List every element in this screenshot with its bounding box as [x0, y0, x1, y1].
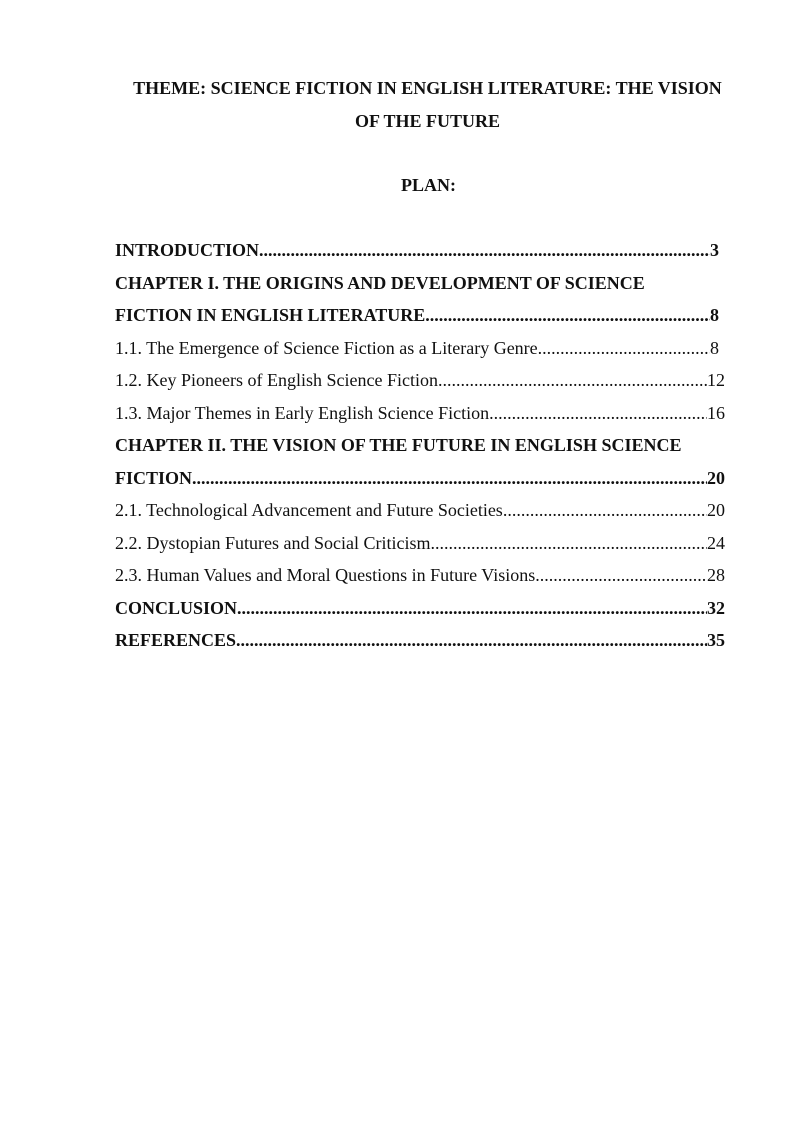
- toc-entry-title: INTRODUCTION: [115, 240, 260, 260]
- toc-page-number: 12: [707, 370, 725, 390]
- toc-entry-title: 1.2. Key Pioneers of English Science Fiction: [115, 370, 438, 390]
- toc-entry-title: REFERENCES: [115, 630, 237, 650]
- toc-entry-references: [115, 624, 725, 657]
- toc-entry-chapter-2: [115, 429, 725, 494]
- toc-page-number: 35: [707, 630, 725, 650]
- toc-entry-title: 2.3. Human Values and Moral Questions in Future Visions: [115, 565, 536, 585]
- toc-entry-section-2-1: [115, 494, 725, 527]
- dot-leader: [192, 462, 707, 495]
- toc-entry-title: 2.2. Dystopian Futures and Social Criticism: [115, 532, 431, 553]
- dot-leader: [259, 234, 710, 267]
- toc-entry-introduction: [115, 234, 725, 267]
- toc-page-number: 24: [707, 532, 725, 553]
- toc-entry-title: CONCLUSION: [115, 597, 238, 618]
- title-line-2: OF THE FUTURE: [354, 110, 501, 131]
- plan-heading: PLAN:: [401, 175, 456, 195]
- table-of-contents: [115, 234, 725, 657]
- toc-entry-conclusion: [115, 592, 725, 625]
- toc-entry-title: 1.1. The Emergence of Science Fiction as a Literary Genre: [115, 337, 538, 358]
- toc-entry-title: CHAPTER I. THE ORIGINS AND DEVELOPMENT OF SCIENCE: [115, 272, 645, 293]
- toc-entry-section-1-2: [115, 364, 725, 397]
- toc-page-number: 28: [707, 565, 725, 585]
- dot-leader: [535, 559, 707, 592]
- dot-leader: [538, 332, 710, 365]
- toc-entry-section-2-2: [115, 527, 725, 560]
- dot-leader: [503, 494, 707, 527]
- toc-entry-chapter-1: [115, 267, 725, 332]
- toc-page-number: 20: [707, 467, 725, 488]
- toc-entry-title-continued: FICTION IN ENGLISH LITERATURE: [115, 305, 426, 325]
- toc-page-number: 32: [707, 597, 725, 618]
- toc-entry-title: 1.3. Major Themes in Early English Science Fiction: [115, 402, 490, 423]
- toc-page-number: 8: [710, 337, 719, 358]
- dot-leader: [438, 364, 707, 397]
- toc-entry-title-continued: FICTION: [115, 467, 193, 488]
- document-title: [110, 72, 745, 137]
- dot-leader: [489, 397, 707, 430]
- toc-page-number: 16: [707, 402, 725, 423]
- toc-entry-title: CHAPTER II. THE VISION OF THE FUTURE IN ENGLISH SCIENCE: [115, 435, 682, 455]
- toc-page-number: 3: [710, 240, 719, 260]
- toc-entry-section-2-3: [115, 559, 725, 592]
- toc-page-number: 20: [707, 500, 725, 520]
- dot-leader: [425, 299, 710, 332]
- toc-entry-section-1-1: [115, 332, 725, 365]
- toc-entry-section-1-3: [115, 397, 725, 430]
- dot-leader: [237, 592, 707, 625]
- toc-page-number: 8: [710, 305, 719, 325]
- dot-leader: [236, 624, 707, 657]
- title-line-1: THEME: SCIENCE FICTION IN ENGLISH LITERATURE: THE VISION: [133, 78, 722, 98]
- toc-entry-title: 2.1. Technological Advancement and Future Societies: [115, 500, 503, 520]
- dot-leader: [430, 527, 707, 560]
